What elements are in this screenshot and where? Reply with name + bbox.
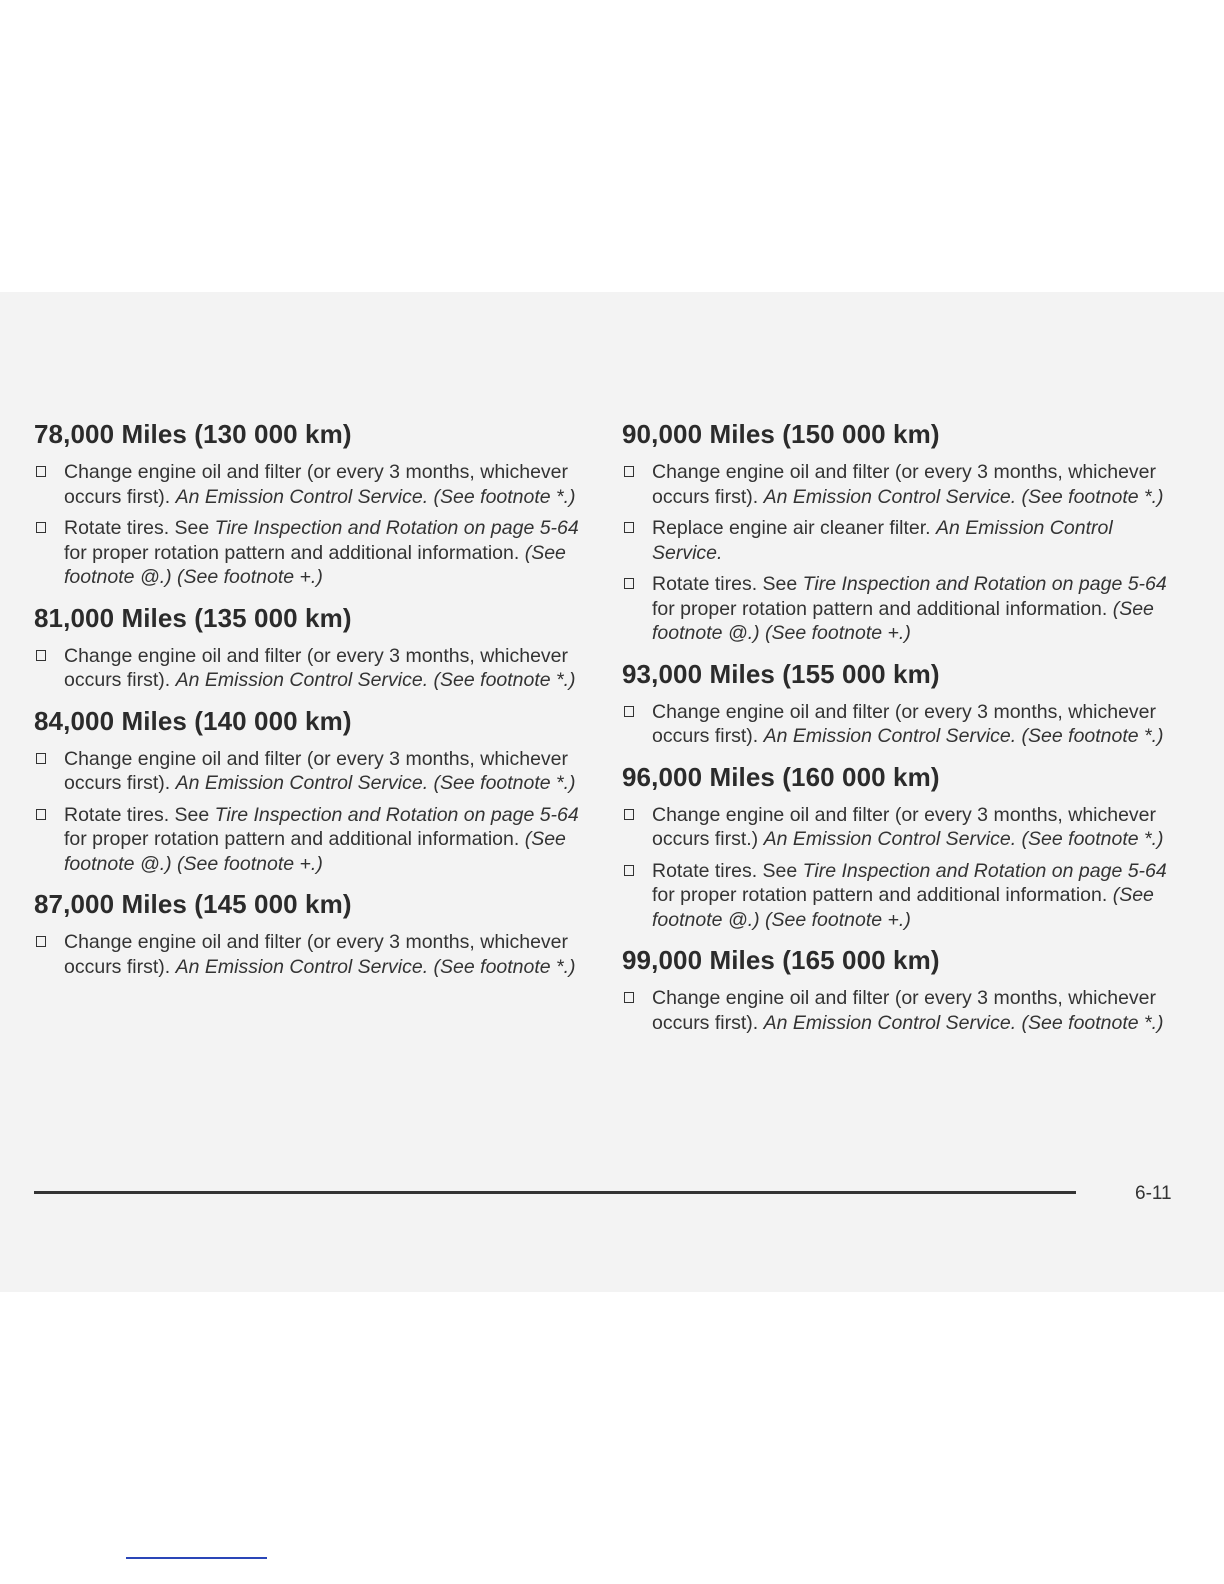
- checkbox-icon[interactable]: [624, 466, 634, 477]
- service-section-78000: [34, 418, 594, 590]
- section-title: 81,000 Miles (135 000 km): [34, 602, 352, 633]
- checklist-item: Change engine oil and filter (or every 3 months, whichever occurs first). An Emission Control Service. (See footnote *.): [622, 460, 1182, 509]
- section-title: 84,000 Miles (140 000 km): [34, 705, 352, 736]
- checkbox-icon[interactable]: [624, 578, 634, 589]
- section-title: 87,000 Miles (145 000 km): [34, 889, 352, 919]
- service-section-81000: [34, 602, 594, 693]
- service-section-96000: [622, 761, 1182, 933]
- link-underline-stub: [126, 1557, 267, 1559]
- checkbox-icon[interactable]: [624, 992, 634, 1003]
- checkbox-icon[interactable]: [36, 522, 46, 533]
- service-section-99000: [622, 944, 1182, 1035]
- section-title: 78,000 Miles (130 000 km): [34, 419, 352, 449]
- service-section-93000: [622, 658, 1182, 749]
- checkbox-icon[interactable]: [36, 809, 46, 820]
- checklist-item: Change engine oil and filter (or every 3 months, whichever occurs first). An Emission Control Service. (See footnote *.): [34, 460, 594, 509]
- checkbox-icon[interactable]: [624, 809, 634, 820]
- checklist-item: Change engine oil and filter (or every 3 months, whichever occurs first). An Emission Control Service. (See footnote *.): [34, 930, 594, 979]
- checklist-item: Rotate tires. See Tire Inspection and Rotation on page 5-64 for proper rotation pattern and additional information. (See footnote @.) (See footnote +.): [622, 859, 1182, 933]
- section-title: 99,000 Miles (165 000 km): [622, 945, 940, 975]
- checkbox-icon[interactable]: [36, 753, 46, 764]
- checklist-item: Change engine oil and filter (or every 3 months, whichever occurs first). An Emission Control Service. (See footnote *.): [622, 986, 1182, 1035]
- checkbox-icon[interactable]: [624, 865, 634, 876]
- checklist-item: Replace engine air cleaner filter. An Emission Control Service.: [622, 516, 1182, 565]
- service-section-84000: [34, 705, 594, 877]
- page-number: 6-11: [1135, 1183, 1172, 1204]
- checklist-item: Rotate tires. See Tire Inspection and Rotation on page 5-64 for proper rotation pattern and additional information. (See footnote @.) (See footnote +.): [622, 572, 1182, 646]
- checkbox-icon[interactable]: [624, 706, 634, 717]
- checklist-item: Change engine oil and filter (or every 3 months, whichever occurs first). An Emission Control Service. (See footnote *.): [622, 700, 1182, 749]
- checklist-item: Change engine oil and filter (or every 3 months, whichever occurs first). An Emission Control Service. (See footnote *.): [34, 644, 594, 693]
- right-column: [622, 418, 1182, 1047]
- checklist-item: Change engine oil and filter (or every 3 months, whichever occurs first.) An Emission Control Service. (See footnote *.): [622, 803, 1182, 852]
- checklist-item: Rotate tires. See Tire Inspection and Rotation on page 5-64 for proper rotation pattern and additional information. (See footnote @.) (See footnote +.): [34, 803, 594, 877]
- checkbox-icon[interactable]: [36, 466, 46, 477]
- checklist-item: Rotate tires. See Tire Inspection and Rotation on page 5-64 for proper rotation pattern and additional information. (See footnote @.) (See footnote +.): [34, 516, 594, 590]
- checkbox-icon[interactable]: [36, 650, 46, 661]
- left-column: [34, 418, 594, 991]
- checkbox-icon[interactable]: [36, 936, 46, 947]
- section-title: 96,000 Miles (160 000 km): [622, 761, 940, 792]
- footer-rule: [34, 1191, 1076, 1194]
- checklist-item: Change engine oil and filter (or every 3 months, whichever occurs first). An Emission Control Service. (See footnote *.): [34, 747, 594, 796]
- service-section-87000: [34, 888, 594, 979]
- section-title: 90,000 Miles (150 000 km): [622, 419, 940, 449]
- checkbox-icon[interactable]: [624, 522, 634, 533]
- service-section-90000: [622, 418, 1182, 646]
- section-title: 93,000 Miles (155 000 km): [622, 658, 940, 689]
